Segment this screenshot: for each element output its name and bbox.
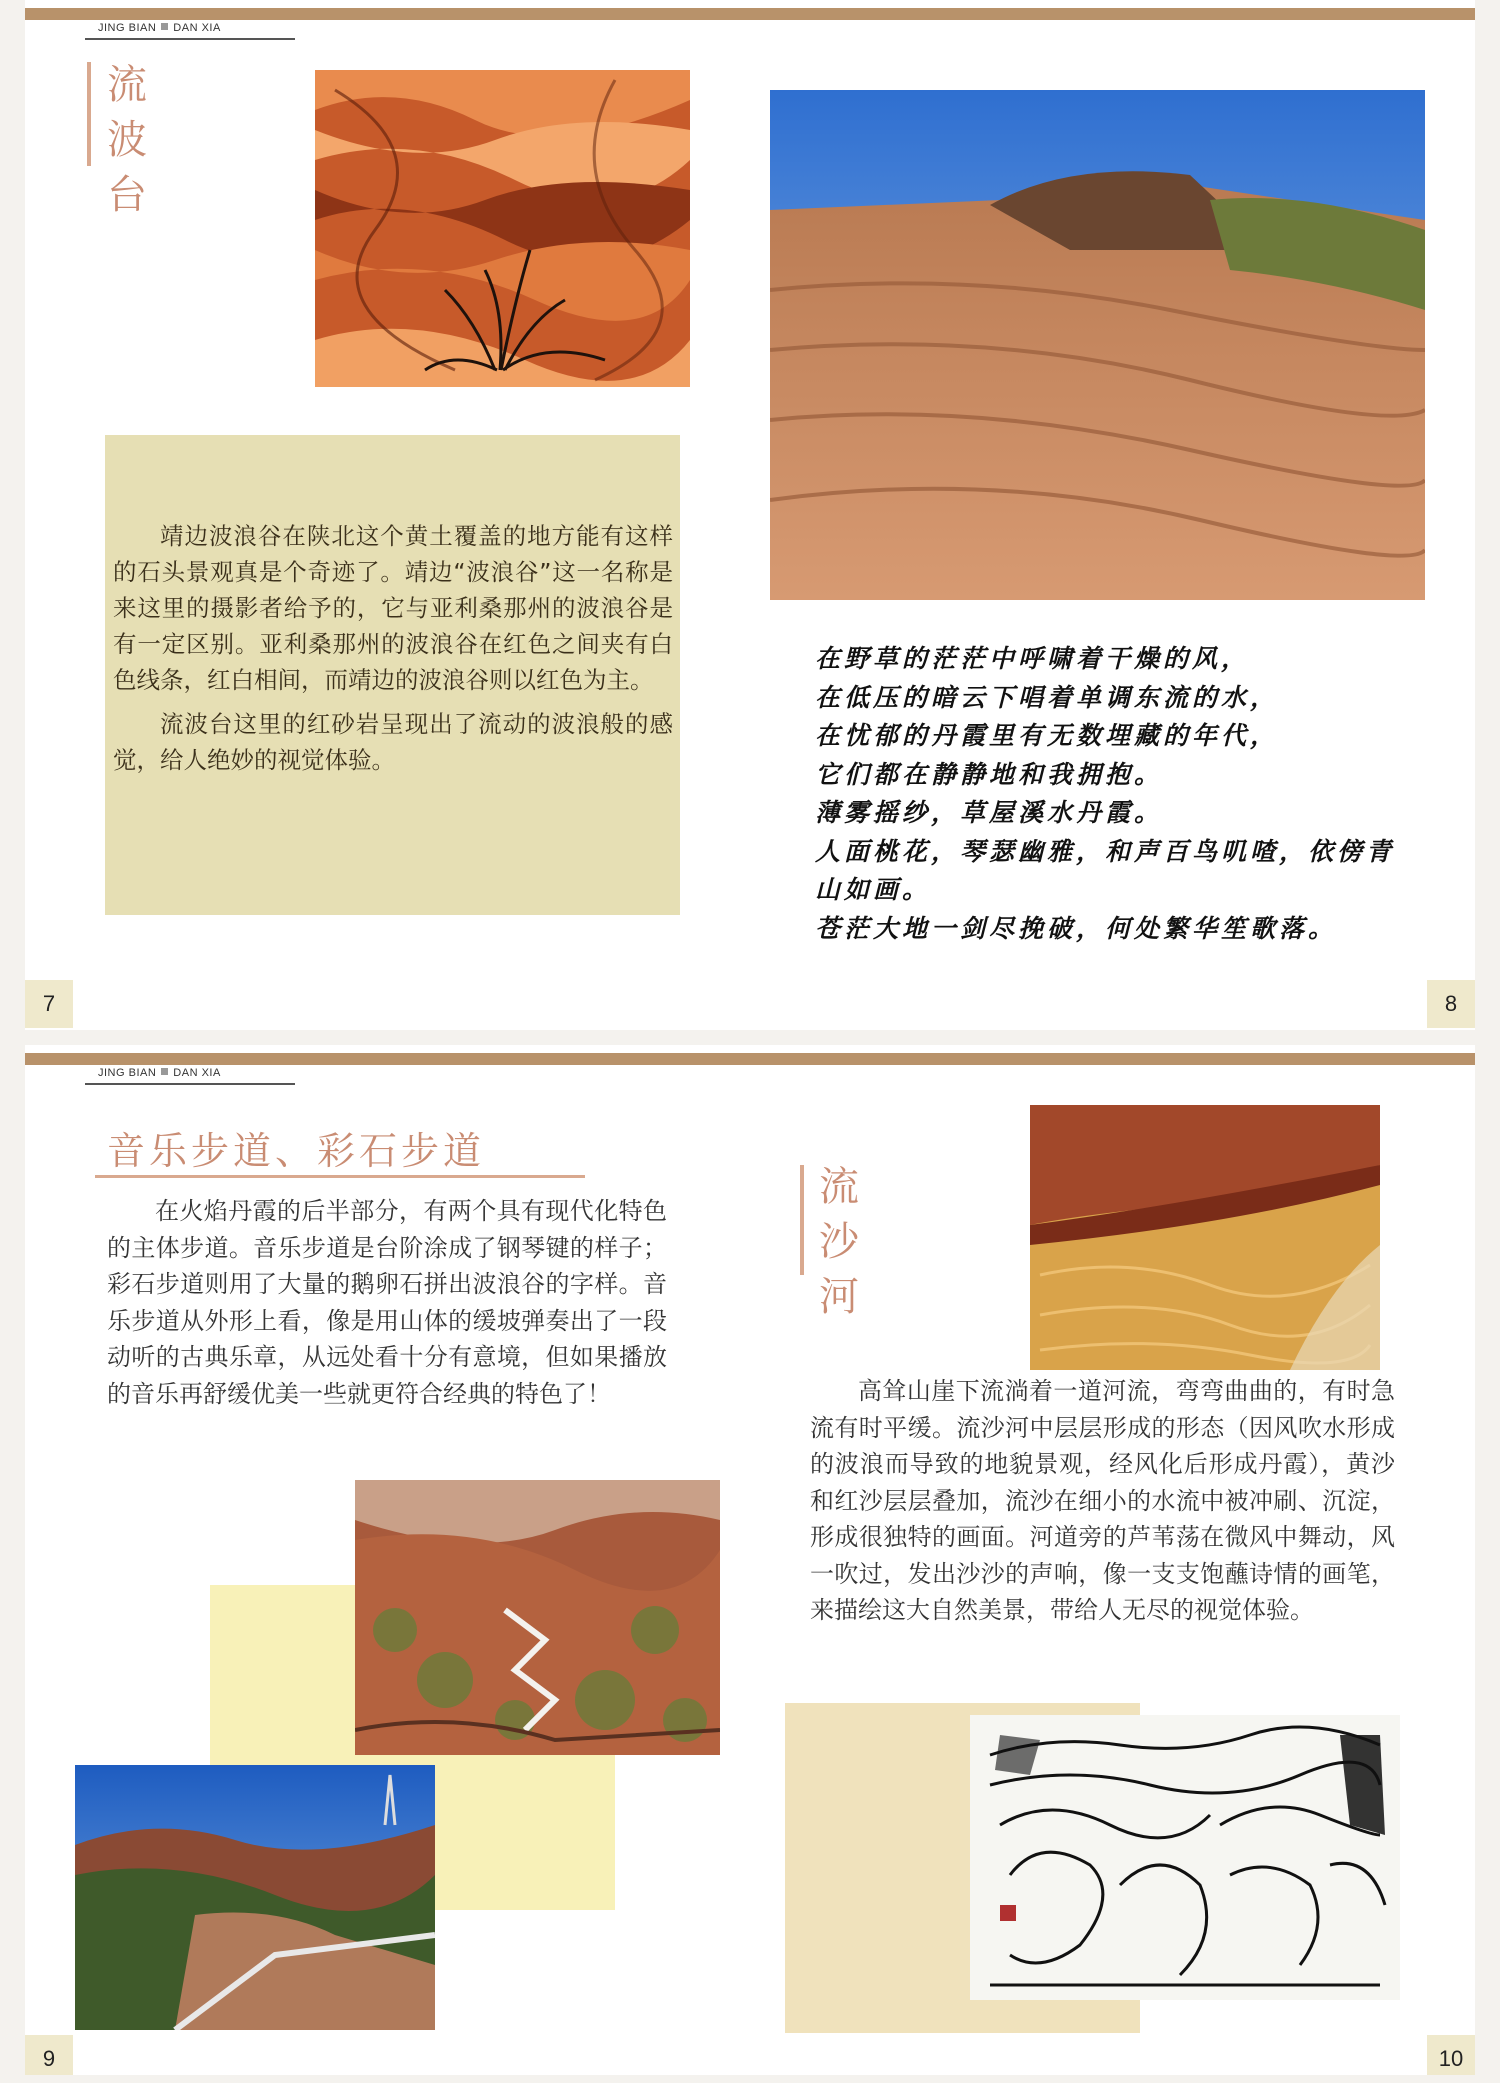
paragraph: 靖边波浪谷在陕北这个黄土覆盖的地方能有这样的石头景观真是个奇迹了。靖边“波浪谷”这一名称是来这里的摄影者给予的，它与亚利桑那州的波浪谷是有一定区别。亚利桑那州的波浪谷在红色之间夹有白色线条，红白相间，而靖边的波浪谷则以红色为主。 [113, 522, 673, 694]
top-accent-bar [25, 8, 1475, 20]
paragraph: 流波台这里的红砂岩呈现出了流动的波浪般的感觉，给人绝妙的视觉体验。 [113, 710, 673, 774]
wave-valley-photo [770, 90, 1425, 600]
valley-boardwalk-photo [75, 1765, 435, 2030]
brand-separator-icon [161, 1068, 168, 1075]
brand-header [98, 22, 221, 34]
poem [815, 640, 1415, 948]
title-char: 沙 [819, 1219, 859, 1265]
title-char: 河 [819, 1274, 859, 1320]
poem-line: 在低压的暗云下唱着单调东流的水， [815, 682, 1280, 712]
quicksand-river-text [810, 1373, 1395, 1637]
red-rock-painting [315, 70, 690, 387]
page-number-left: 7 [25, 980, 73, 1028]
paragraph: 高耸山崖下流淌着一道河流，弯弯曲曲的，有时急流有时平缓。流沙河中层层形成的形态（因风吹水形成的波浪而导致的地貌景观，经风化后形成丹霞），黄沙和红沙层层叠加，流沙在细小的水流中被冲刷、沉淀，形成很独特的画面。河道旁的芦苇荡在微风中舞动，风一吹过，发出沙沙的声响，像一支支饱蘸诗情的画笔，来描绘这大自然美景，带给人无尽的视觉体验。 [810, 1377, 1395, 1624]
section-title-liubotai [99, 58, 155, 223]
page-number-right: 8 [1427, 980, 1475, 1028]
section-heading-music-path: 音乐步道、彩石步道 [107, 1129, 486, 1173]
brand-underline [85, 38, 295, 40]
music-path-text [107, 1193, 667, 1420]
intro-text [113, 518, 673, 786]
brand-header [98, 1067, 221, 1079]
poem-line: 人面桃花，琴瑟幽雅，和声百鸟叽喳，依傍青山如画。 [815, 836, 1396, 904]
page-number-right: 10 [1427, 2035, 1475, 2075]
spread-pages-7-8 [25, 0, 1475, 1030]
ink-sketch-drawing [970, 1715, 1400, 2000]
section-title-liushahe [811, 1160, 867, 1325]
title-char: 台 [107, 172, 147, 218]
page-number-left: 9 [25, 2035, 73, 2075]
brand-right: DAN XIA [173, 22, 221, 34]
brand-left: JING BIAN [98, 22, 157, 34]
brand-underline [85, 1083, 295, 1085]
stair-path-photo [355, 1480, 720, 1755]
spread-pages-9-10 [25, 1045, 1475, 2075]
poem-line: 在野草的茫茫中呼啸着干燥的风， [815, 644, 1251, 673]
quicksand-river-photo [1030, 1105, 1380, 1370]
poem-line: 薄雾摇纱，草屋溪水丹霞。 [815, 798, 1164, 827]
paragraph: 在火焰丹霞的后半部分，有两个具有现代化特色的主体步道。音乐步道是台阶涂成了钢琴键的样子；彩石步道则用了大量的鹅卵石拼出波浪谷的字样。音乐步道从外形上看，像是用山体的缓坡弹奏出了一段动听的古典乐章，从远处看十分有意境，但如果播放的音乐再舒缓优美一些就更符合经典的特色了！ [107, 1197, 667, 1408]
title-accent-bar [87, 62, 91, 166]
brand-separator-icon [161, 23, 168, 30]
title-char: 流 [819, 1164, 859, 1210]
brand-left: JING BIAN [98, 1067, 157, 1079]
poem-line: 它们都在静静地和我拥抱。 [815, 759, 1164, 789]
title-accent-bar [800, 1165, 804, 1275]
title-char: 流 [107, 62, 147, 108]
top-accent-bar [25, 1053, 1475, 1065]
poem-line: 在忧郁的丹霞里有无数埋藏的年代， [815, 721, 1280, 750]
heading-underline [95, 1175, 585, 1178]
brand-right: DAN XIA [173, 1067, 221, 1079]
title-char: 波 [107, 117, 147, 163]
poem-line: 苍茫大地一剑尽挽破，何处繁华笙歌落。 [815, 913, 1338, 943]
